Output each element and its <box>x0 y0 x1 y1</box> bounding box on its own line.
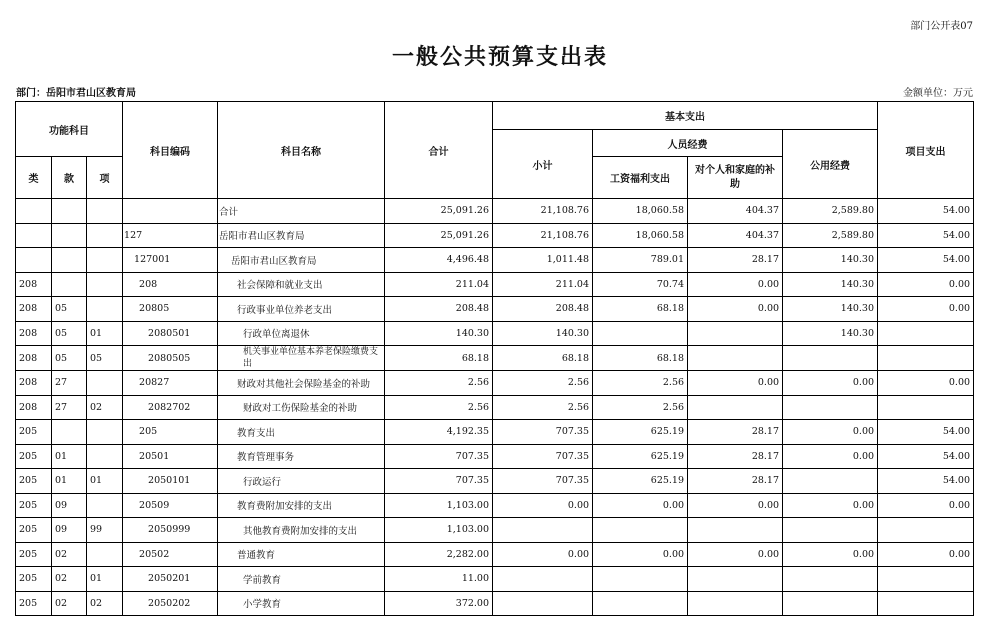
cell-total: 211.04 <box>385 272 493 297</box>
cell-kuan: 01 <box>52 444 87 469</box>
cell-salary-welfare: 2.56 <box>593 395 688 420</box>
cell-kuan: 02 <box>52 567 87 592</box>
header-salary-welfare: 工资福利支出 <box>593 157 688 199</box>
cell-salary-welfare: 68.18 <box>593 346 688 371</box>
cell-salary-welfare: 0.00 <box>593 493 688 518</box>
cell-subject-name: 社会保障和就业支出 <box>218 272 385 297</box>
table-row <box>16 469 974 494</box>
cell-personal-household <box>688 591 783 616</box>
header-personnel-funds: 人员经费 <box>593 130 783 157</box>
cell-lei: 208 <box>16 272 52 297</box>
cell-total: 25,091.26 <box>385 223 493 248</box>
cell-project-expenditure: 54.00 <box>878 223 974 248</box>
table-row <box>16 420 974 445</box>
cell-lei: 205 <box>16 518 52 543</box>
table-row <box>16 297 974 322</box>
cell-subject-code: 127001 <box>123 248 218 273</box>
cell-subject-code: 2050201 <box>123 567 218 592</box>
cell-subject-code: 2050202 <box>123 591 218 616</box>
cell-total: 25,091.26 <box>385 199 493 224</box>
cell-public-funds: 2,589.80 <box>783 199 878 224</box>
cell-total: 372.00 <box>385 591 493 616</box>
cell-subtotal <box>493 518 593 543</box>
table-row <box>16 395 974 420</box>
cell-lei: 208 <box>16 371 52 396</box>
cell-project-expenditure: 54.00 <box>878 248 974 273</box>
cell-salary-welfare: 68.18 <box>593 297 688 322</box>
cell-project-expenditure <box>878 395 974 420</box>
cell-total: 4,496.48 <box>385 248 493 273</box>
cell-salary-welfare: 0.00 <box>593 542 688 567</box>
cell-xiang: 02 <box>87 395 123 420</box>
cell-subject-name: 其他教育费附加安排的支出 <box>218 518 385 543</box>
cell-total: 707.35 <box>385 469 493 494</box>
cell-personal-household: 28.17 <box>688 469 783 494</box>
cell-xiang <box>87 542 123 567</box>
cell-public-funds: 0.00 <box>783 493 878 518</box>
cell-total: 68.18 <box>385 346 493 371</box>
cell-total: 140.30 <box>385 321 493 346</box>
cell-subtotal <box>493 591 593 616</box>
cell-salary-welfare <box>593 591 688 616</box>
cell-xiang <box>87 272 123 297</box>
cell-project-expenditure: 54.00 <box>878 469 974 494</box>
cell-xiang: 01 <box>87 567 123 592</box>
cell-kuan <box>52 420 87 445</box>
cell-subject-name: 教育管理事务 <box>218 444 385 469</box>
cell-subject-code: 208 <box>123 272 218 297</box>
table-row <box>16 199 974 224</box>
cell-subject-name: 财政对工伤保险基金的补助 <box>218 395 385 420</box>
cell-lei: 205 <box>16 567 52 592</box>
table-row <box>16 444 974 469</box>
table-row <box>16 542 974 567</box>
cell-lei: 205 <box>16 542 52 567</box>
table-row <box>16 321 974 346</box>
cell-lei: 208 <box>16 346 52 371</box>
cell-lei: 208 <box>16 321 52 346</box>
cell-total: 208.48 <box>385 297 493 322</box>
cell-lei <box>16 199 52 224</box>
cell-subject-code: 2080501 <box>123 321 218 346</box>
cell-subtotal: 140.30 <box>493 321 593 346</box>
cell-xiang <box>87 444 123 469</box>
cell-total: 2.56 <box>385 395 493 420</box>
cell-subtotal: 21,108.76 <box>493 223 593 248</box>
cell-personal-household <box>688 395 783 420</box>
header-functional-subject: 功能科目 <box>16 102 123 157</box>
cell-xiang <box>87 199 123 224</box>
cell-personal-household: 404.37 <box>688 199 783 224</box>
table-row <box>16 248 974 273</box>
cell-subject-name: 行政运行 <box>218 469 385 494</box>
cell-personal-household <box>688 346 783 371</box>
cell-subtotal <box>493 567 593 592</box>
cell-subtotal: 211.04 <box>493 272 593 297</box>
cell-personal-household: 0.00 <box>688 272 783 297</box>
cell-total: 4,192.35 <box>385 420 493 445</box>
header-subject-code: 科目编码 <box>123 102 218 199</box>
cell-public-funds: 140.30 <box>783 272 878 297</box>
cell-kuan: 05 <box>52 346 87 371</box>
cell-subject-code: 20509 <box>123 493 218 518</box>
cell-subject-name: 岳阳市君山区教育局 <box>218 248 385 273</box>
form-number: 部门公开表07 <box>910 21 973 32</box>
cell-personal-household: 0.00 <box>688 371 783 396</box>
cell-kuan: 27 <box>52 395 87 420</box>
cell-salary-welfare <box>593 321 688 346</box>
unit-label: 金额单位：万元 <box>903 88 973 99</box>
cell-personal-household <box>688 321 783 346</box>
cell-subtotal: 707.35 <box>493 420 593 445</box>
cell-public-funds <box>783 567 878 592</box>
cell-kuan <box>52 223 87 248</box>
cell-subject-code <box>123 199 218 224</box>
cell-subject-code: 2080505 <box>123 346 218 371</box>
cell-kuan: 01 <box>52 469 87 494</box>
cell-kuan <box>52 199 87 224</box>
cell-kuan <box>52 272 87 297</box>
header-xiang: 项 <box>87 157 123 199</box>
cell-public-funds: 0.00 <box>783 420 878 445</box>
cell-xiang <box>87 223 123 248</box>
cell-xiang: 05 <box>87 346 123 371</box>
cell-lei: 205 <box>16 469 52 494</box>
cell-project-expenditure: 54.00 <box>878 420 974 445</box>
cell-lei: 205 <box>16 591 52 616</box>
cell-lei: 205 <box>16 444 52 469</box>
department-label: 部门：岳阳市君山区教育局 <box>16 88 136 99</box>
cell-subtotal: 2.56 <box>493 371 593 396</box>
cell-xiang <box>87 248 123 273</box>
cell-project-expenditure: 54.00 <box>878 444 974 469</box>
cell-subtotal: 21,108.76 <box>493 199 593 224</box>
cell-subtotal: 2.56 <box>493 395 593 420</box>
cell-personal-household: 0.00 <box>688 542 783 567</box>
cell-public-funds: 0.00 <box>783 542 878 567</box>
cell-salary-welfare: 70.74 <box>593 272 688 297</box>
cell-project-expenditure: 0.00 <box>878 542 974 567</box>
cell-public-funds: 0.00 <box>783 444 878 469</box>
cell-total: 707.35 <box>385 444 493 469</box>
cell-project-expenditure <box>878 591 974 616</box>
cell-lei: 208 <box>16 395 52 420</box>
cell-salary-welfare: 625.19 <box>593 420 688 445</box>
cell-kuan: 09 <box>52 518 87 543</box>
cell-salary-welfare: 625.19 <box>593 469 688 494</box>
header-project-expenditure: 项目支出 <box>878 102 974 199</box>
cell-subject-code: 20501 <box>123 444 218 469</box>
cell-public-funds: 140.30 <box>783 321 878 346</box>
cell-subtotal: 0.00 <box>493 542 593 567</box>
cell-kuan: 05 <box>52 297 87 322</box>
header-kuan: 款 <box>52 157 87 199</box>
cell-xiang <box>87 420 123 445</box>
cell-kuan: 02 <box>52 591 87 616</box>
cell-total: 2,282.00 <box>385 542 493 567</box>
cell-personal-household <box>688 567 783 592</box>
table-row <box>16 493 974 518</box>
cell-xiang <box>87 493 123 518</box>
cell-subtotal: 707.35 <box>493 444 593 469</box>
header-personal-household: 对个人和家庭的补助 <box>688 157 783 199</box>
table-row <box>16 346 974 371</box>
cell-project-expenditure <box>878 567 974 592</box>
table-body <box>16 199 974 616</box>
cell-subject-name: 岳阳市君山区教育局 <box>218 223 385 248</box>
cell-project-expenditure: 0.00 <box>878 493 974 518</box>
cell-total: 2.56 <box>385 371 493 396</box>
cell-project-expenditure: 0.00 <box>878 272 974 297</box>
table-row <box>16 371 974 396</box>
cell-total: 1,103.00 <box>385 493 493 518</box>
cell-public-funds: 2,589.80 <box>783 223 878 248</box>
cell-project-expenditure <box>878 518 974 543</box>
cell-subject-code: 2050999 <box>123 518 218 543</box>
cell-personal-household: 28.17 <box>688 444 783 469</box>
cell-personal-household: 0.00 <box>688 493 783 518</box>
cell-personal-household: 0.00 <box>688 297 783 322</box>
cell-xiang: 99 <box>87 518 123 543</box>
cell-subject-name: 合计 <box>218 199 385 224</box>
cell-subject-code: 20805 <box>123 297 218 322</box>
cell-lei: 208 <box>16 297 52 322</box>
cell-xiang <box>87 371 123 396</box>
cell-salary-welfare: 625.19 <box>593 444 688 469</box>
cell-xiang <box>87 297 123 322</box>
cell-subject-name: 财政对其他社会保险基金的补助 <box>218 371 385 396</box>
cell-personal-household <box>688 518 783 543</box>
cell-subtotal: 0.00 <box>493 493 593 518</box>
cell-public-funds <box>783 591 878 616</box>
table-row <box>16 272 974 297</box>
cell-subject-name: 行政事业单位养老支出 <box>218 297 385 322</box>
cell-kuan <box>52 248 87 273</box>
table-row <box>16 223 974 248</box>
cell-public-funds: 140.30 <box>783 297 878 322</box>
cell-personal-household: 28.17 <box>688 420 783 445</box>
table-row <box>16 518 974 543</box>
cell-subject-name: 机关事业单位基本养老保险缴费支出 <box>218 346 385 371</box>
cell-salary-welfare: 2.56 <box>593 371 688 396</box>
header-total: 合计 <box>385 102 493 199</box>
cell-project-expenditure: 0.00 <box>878 297 974 322</box>
budget-table <box>15 101 974 616</box>
cell-subject-name: 小学教育 <box>218 591 385 616</box>
header-subtotal: 小计 <box>493 130 593 199</box>
cell-subject-code: 2082702 <box>123 395 218 420</box>
cell-salary-welfare <box>593 567 688 592</box>
cell-project-expenditure: 54.00 <box>878 199 974 224</box>
cell-subtotal: 1,011.48 <box>493 248 593 273</box>
cell-lei: 205 <box>16 493 52 518</box>
cell-subject-name: 教育支出 <box>218 420 385 445</box>
header-lei: 类 <box>16 157 52 199</box>
cell-total: 11.00 <box>385 567 493 592</box>
page-title: 一般公共预算支出表 <box>391 44 608 70</box>
cell-lei: 205 <box>16 420 52 445</box>
cell-public-funds: 140.30 <box>783 248 878 273</box>
cell-kuan: 05 <box>52 321 87 346</box>
cell-subtotal: 707.35 <box>493 469 593 494</box>
cell-salary-welfare: 18,060.58 <box>593 199 688 224</box>
cell-personal-household: 28.17 <box>688 248 783 273</box>
cell-lei <box>16 223 52 248</box>
cell-subject-name: 学前教育 <box>218 567 385 592</box>
header-basic-expenditure: 基本支出 <box>493 102 878 130</box>
cell-public-funds <box>783 395 878 420</box>
cell-public-funds <box>783 518 878 543</box>
cell-salary-welfare <box>593 518 688 543</box>
cell-kuan: 27 <box>52 371 87 396</box>
cell-subject-code: 20502 <box>123 542 218 567</box>
cell-subject-name: 行政单位离退休 <box>218 321 385 346</box>
cell-kuan: 09 <box>52 493 87 518</box>
table-row <box>16 567 974 592</box>
cell-salary-welfare: 18,060.58 <box>593 223 688 248</box>
cell-public-funds <box>783 469 878 494</box>
cell-subtotal: 208.48 <box>493 297 593 322</box>
cell-subject-name: 教育费附加安排的支出 <box>218 493 385 518</box>
cell-total: 1,103.00 <box>385 518 493 543</box>
cell-xiang: 02 <box>87 591 123 616</box>
cell-project-expenditure <box>878 346 974 371</box>
cell-xiang: 01 <box>87 321 123 346</box>
cell-subject-code: 205 <box>123 420 218 445</box>
cell-public-funds: 0.00 <box>783 371 878 396</box>
cell-subject-code: 2050101 <box>123 469 218 494</box>
cell-subtotal: 68.18 <box>493 346 593 371</box>
header-public-funds: 公用经费 <box>783 130 878 199</box>
cell-lei <box>16 248 52 273</box>
cell-subject-code: 20827 <box>123 371 218 396</box>
cell-project-expenditure <box>878 321 974 346</box>
cell-xiang: 01 <box>87 469 123 494</box>
cell-personal-household: 404.37 <box>688 223 783 248</box>
header-subject-name: 科目名称 <box>218 102 385 199</box>
cell-subject-name: 普通教育 <box>218 542 385 567</box>
cell-kuan: 02 <box>52 542 87 567</box>
table-row <box>16 591 974 616</box>
cell-subject-code: 127 <box>123 223 218 248</box>
cell-project-expenditure: 0.00 <box>878 371 974 396</box>
cell-salary-welfare: 789.01 <box>593 248 688 273</box>
cell-public-funds <box>783 346 878 371</box>
